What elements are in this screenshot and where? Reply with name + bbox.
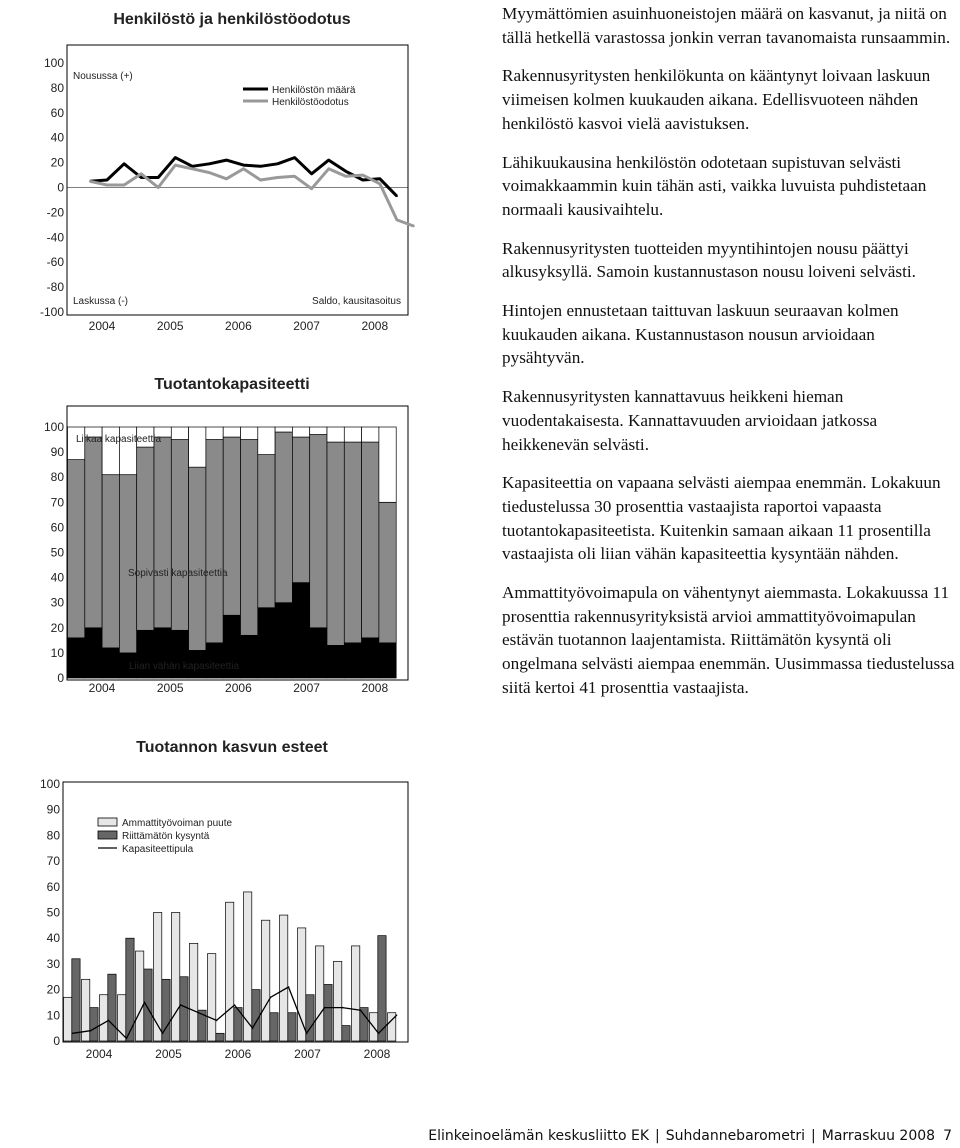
employment-note-up: Nousussa (+)	[73, 71, 133, 82]
obstacles-y-tick-label: 20	[46, 982, 60, 997]
expectation-point	[345, 175, 347, 177]
capacity-bar-too-much	[258, 427, 275, 455]
capacity-bar-too-much	[206, 427, 223, 440]
page-number: 7	[943, 1128, 952, 1144]
employment-point	[191, 165, 193, 167]
obstacle-capacity-point	[360, 1009, 362, 1011]
capacity-bar-too-much	[310, 427, 327, 435]
employment-point	[345, 170, 347, 172]
legend-capacity-label: Kapasiteettipula	[122, 844, 194, 855]
obstacle-bar-demand	[252, 990, 260, 1041]
expectation-point	[277, 177, 279, 179]
capacity-bar-suitable	[171, 440, 188, 631]
capacity-chart-svg	[0, 368, 420, 708]
footer-separator: |	[655, 1128, 660, 1144]
employment-y-tick-label: 20	[50, 155, 64, 170]
obstacles-y-tick-label: 10	[46, 1008, 60, 1023]
employment-point	[260, 165, 262, 167]
obstacle-bar-demand	[306, 995, 314, 1041]
legend-expectation-label: Henkilöstöodotus	[272, 97, 349, 108]
obstacle-bar-demand	[324, 984, 332, 1041]
legend-labour-swatch	[98, 818, 117, 826]
expectation-point	[396, 219, 398, 221]
obstacles-y-tick-label: 100	[39, 777, 60, 791]
employment-y-tick-label: -100	[39, 305, 64, 319]
employment-chart	[0, 0, 420, 345]
capacity-bar-suitable	[206, 440, 223, 643]
capacity-y-tick-label: 30	[50, 595, 64, 610]
capacity-bar-suitable	[258, 455, 275, 608]
obstacle-bar-labour	[208, 954, 216, 1041]
employment-point	[174, 157, 176, 159]
employment-y-tick-label: 40	[50, 130, 64, 145]
capacity-y-tick-label: 80	[50, 470, 64, 485]
employment-point	[226, 159, 228, 161]
expectation-point	[311, 188, 313, 190]
obstacle-bar-labour	[334, 961, 342, 1041]
capacity-chart	[0, 368, 420, 708]
obstacle-capacity-point	[144, 1002, 146, 1004]
capacity-y-tick-label: 20	[50, 620, 64, 635]
capacity-bar-too-little	[362, 638, 379, 678]
obstacle-capacity-point	[396, 1015, 398, 1017]
expectation-point	[191, 168, 193, 170]
capacity-y-tick-label: 10	[50, 645, 64, 660]
employment-point	[157, 177, 159, 179]
obstacle-bar-labour	[190, 943, 198, 1041]
capacity-bar-too-little	[241, 635, 258, 678]
obstacle-bar-labour	[172, 913, 180, 1042]
capacity-y-tick-label: 0	[57, 671, 64, 685]
obstacle-capacity-point	[378, 1032, 380, 1034]
employment-point	[328, 159, 330, 161]
capacity-x-tick-label: 2005	[156, 681, 184, 695]
obstacles-x-tick-label: 2004	[85, 1047, 113, 1061]
paragraph-capacity: Kapasiteettia on vapaana selvästi aiempaa enemmän. Lokakuun tiedustelussa 30 prosenttia vastaajista raportoi vapaasta tuotantokapasiteetista. Kuitenkin samaan aikaan 11 prosentilla vastaajista oli liian vähän kapasiteettia kysyntään nähden.	[502, 473, 941, 564]
employment-x-tick-label: 2006	[225, 319, 252, 333]
obstacle-bar-labour	[316, 946, 324, 1041]
obstacle-bar-demand	[216, 1033, 224, 1041]
obstacle-capacity-point	[252, 1027, 254, 1029]
expectation-point	[328, 168, 330, 170]
obstacle-bar-demand	[378, 936, 386, 1041]
employment-point	[362, 179, 364, 181]
obstacle-capacity-point	[198, 1012, 200, 1014]
obstacle-capacity-point	[108, 1020, 110, 1022]
legend-employment-label: Henkilöstön määrä	[272, 85, 356, 96]
capacity-y-tick-label: 90	[50, 445, 64, 460]
obstacles-chart-title: Tuotannon kasvun esteet	[136, 739, 328, 756]
capacity-bar-too-much	[275, 427, 292, 432]
obstacles-y-tick-label: 30	[46, 956, 60, 971]
capacity-bar-suitable	[379, 502, 396, 643]
capacity-bar-suitable	[327, 442, 344, 645]
paragraph-profitability: Rakennusyritysten kannattavuus heikkeni hieman vuodentakaisesta. Kannattavuuden arvioidaan jatkossa heikkenevän selvästi.	[502, 387, 878, 454]
capacity-bar-too-much	[292, 427, 309, 437]
paragraph-personnel-outlook: Lähikuukausina henkilöstön odotetaan supistuvan selvästi voimakkaammin kuin tähän asti, vaikka luvuista puhdistetaan normaali kausivaihtelu.	[502, 152, 927, 219]
paragraph-personnel: Rakennusyritysten henkilökunta on kääntynyt loivaan laskuun viimeisen kolmen kuukauden aikana. Edellisvuoteen nähden henkilöstö kasvoi vielä aavistuksen.	[502, 66, 931, 133]
capacity-bar-suitable	[310, 435, 327, 628]
expectation-point	[157, 187, 159, 189]
obstacle-capacity-point	[90, 1030, 92, 1032]
capacity-bar-too-much	[362, 427, 379, 442]
expectation-point	[140, 173, 142, 175]
article-text	[502, 2, 958, 715]
capacity-bar-suitable	[362, 442, 379, 638]
obstacles-x-tick-label: 2008	[363, 1047, 391, 1061]
obstacle-bar-labour	[226, 902, 234, 1041]
employment-point	[396, 195, 398, 197]
obstacle-bar-demand	[288, 1013, 296, 1041]
footer-issue: Marraskuu 2008	[821, 1128, 936, 1144]
employment-y-tick-label: -40	[46, 230, 64, 245]
capacity-bar-suitable	[241, 440, 258, 636]
employment-y-tick-label: 80	[50, 80, 64, 95]
capacity-bar-suitable	[275, 432, 292, 603]
expectation-point	[260, 179, 262, 181]
employment-note-down: Laskussa (-)	[73, 296, 129, 307]
capacity-x-tick-label: 2006	[225, 681, 252, 695]
obstacles-x-tick-label: 2007	[294, 1047, 321, 1061]
legend-demand-swatch	[98, 831, 117, 839]
obstacles-y-tick-label: 40	[46, 931, 60, 946]
paragraph-unsold-housing: Myymättömien asuinhuoneistojen määrä on kasvanut, ja niitä on tällä hetkellä varastossa jonkin verran tavanomaista runsaammin.	[502, 4, 951, 47]
obstacle-bar-demand	[270, 1013, 278, 1041]
employment-point	[379, 178, 381, 180]
obstacles-chart	[0, 727, 420, 1067]
employment-plot-frame	[67, 45, 408, 315]
capacity-bar-too-much	[379, 427, 396, 502]
paragraph-labour-shortage: Ammattityövoimapula on vähentynyt aiemmasta. Lokakuussa 11 prosenttia rakennusyrityksistä arvioi ammattityövoimapulan estävän tuotannon laajentamista. Riittämätön kysyntä oli ongelmana selvästi aiempaa enemmän. Uusimmassa tiedustelussa siitä kertoi 41 prosenttia vastaajista.	[502, 583, 955, 697]
employment-point	[106, 179, 108, 181]
employment-x-tick-label: 2007	[293, 319, 320, 333]
capacity-bar-suitable	[223, 437, 240, 615]
employment-y-tick-label: -60	[46, 255, 64, 270]
expectation-point	[362, 174, 364, 176]
capacity-bar-too-little	[85, 628, 102, 678]
expectation-point	[243, 168, 245, 170]
capacity-bar-too-little	[275, 603, 292, 678]
obstacle-bar-demand	[144, 969, 152, 1041]
capacity-bar-suitable	[119, 475, 136, 653]
obstacle-capacity-point	[126, 1038, 128, 1040]
obstacles-x-tick-label: 2005	[155, 1047, 182, 1061]
paragraph-price-outlook: Hintojen ennustetaan taittuvan laskuun seuraavan kolmen kuukauden aikana. Kustannustason nousun arvioidaan pysähtyvän.	[502, 301, 899, 368]
obstacle-bar-demand	[108, 974, 116, 1041]
employment-x-tick-label: 2008	[361, 319, 389, 333]
obstacle-bar-labour	[280, 915, 288, 1041]
capacity-bar-too-much	[223, 427, 240, 437]
employment-x-tick-label: 2004	[88, 319, 116, 333]
obstacle-capacity-point	[216, 1020, 218, 1022]
obstacles-y-tick-label: 60	[46, 879, 60, 894]
employment-chart-title: Henkilöstö ja henkilöstöodotus	[113, 11, 351, 28]
legend-labour-label: Ammattityövoiman puute	[122, 818, 233, 829]
obstacle-capacity-point	[306, 1032, 308, 1034]
obstacle-capacity-point	[72, 1032, 74, 1034]
obstacle-bar-demand	[90, 1008, 98, 1041]
capacity-bar-too-little	[258, 608, 275, 678]
obstacle-bar-labour	[352, 946, 360, 1041]
expectation-point	[208, 172, 210, 174]
capacity-bar-suitable	[344, 442, 361, 643]
employment-point	[294, 157, 296, 159]
obstacles-y-tick-label: 70	[46, 854, 60, 869]
expectation-point	[123, 184, 125, 186]
obstacle-bar-labour	[136, 951, 144, 1041]
capacity-bar-suitable	[137, 447, 154, 630]
capacity-y-tick-label: 70	[50, 495, 64, 510]
employment-point	[243, 164, 245, 166]
employment-y-tick-label: 100	[43, 56, 64, 70]
capacity-bar-too-much	[189, 427, 206, 467]
capacity-y-tick-label: 60	[50, 520, 64, 535]
employment-point	[123, 163, 125, 165]
obstacle-bar-labour	[262, 920, 270, 1041]
expectation-point	[379, 183, 381, 185]
capacity-bar-too-little	[292, 583, 309, 678]
capacity-bar-too-little	[327, 645, 344, 678]
capacity-label-too-little: Liian vähän kapasiteettia	[129, 661, 240, 672]
capacity-label-too-much: Liikaa kapasiteettia	[76, 434, 162, 445]
employment-y-tick-label: -20	[46, 205, 64, 220]
obstacle-capacity-point	[270, 997, 272, 999]
footer-separator: |	[811, 1128, 816, 1144]
obstacle-capacity-point	[288, 986, 290, 988]
capacity-bar-suitable	[189, 467, 206, 650]
footer-org: Elinkeinoelämän keskusliitto EK	[428, 1128, 649, 1144]
employment-y-tick-label: 0	[57, 180, 64, 195]
employment-point	[311, 173, 313, 175]
capacity-y-tick-label: 100	[43, 420, 64, 434]
employment-point	[140, 177, 142, 179]
employment-note-unit: Saldo, kausitasoitus	[312, 296, 401, 307]
capacity-bar-too-much	[327, 427, 344, 442]
obstacle-bar-demand	[180, 977, 188, 1041]
obstacle-capacity-point	[324, 1007, 326, 1009]
capacity-x-tick-label: 2007	[293, 681, 320, 695]
obstacle-bar-labour	[154, 913, 162, 1042]
legend-demand-label: Riittämätön kysyntä	[122, 831, 210, 842]
obstacle-bar-labour	[64, 997, 72, 1041]
obstacles-x-tick-label: 2006	[224, 1047, 252, 1061]
capacity-x-tick-label: 2008	[361, 681, 389, 695]
capacity-y-tick-label: 50	[50, 545, 64, 560]
capacity-bar-suitable	[292, 437, 309, 583]
expectation-point	[294, 175, 296, 177]
capacity-bar-too-little	[68, 638, 85, 678]
obstacles-chart-svg	[0, 727, 420, 1067]
capacity-bar-too-much	[171, 427, 188, 440]
capacity-chart-title: Tuotantokapasiteetti	[154, 376, 310, 393]
obstacle-bar-demand	[72, 959, 80, 1041]
capacity-bar-too-little	[310, 628, 327, 678]
obstacle-capacity-point	[342, 1007, 344, 1009]
obstacle-capacity-point	[180, 1004, 182, 1006]
capacity-bar-suitable	[102, 475, 119, 648]
capacity-bar-too-much	[344, 427, 361, 442]
employment-point	[208, 163, 210, 165]
footer-publication: Suhdannebarometri	[665, 1128, 806, 1144]
employment-x-tick-label: 2005	[156, 319, 184, 333]
obstacles-y-tick-label: 50	[46, 905, 60, 920]
capacity-bar-suitable	[154, 437, 171, 628]
employment-point	[277, 163, 279, 165]
obstacles-y-tick-label: 0	[53, 1034, 60, 1048]
capacity-x-tick-label: 2004	[88, 681, 116, 695]
page-footer	[428, 1128, 952, 1144]
capacity-bar-too-much	[241, 427, 258, 440]
expectation-point	[106, 184, 108, 186]
employment-chart-svg	[0, 0, 420, 345]
obstacles-y-tick-label: 90	[46, 802, 60, 817]
employment-y-tick-label: 60	[50, 105, 64, 120]
obstacle-bar-labour	[298, 928, 306, 1041]
obstacles-y-tick-label: 80	[46, 828, 60, 843]
obstacle-bar-demand	[342, 1026, 350, 1041]
obstacle-bar-demand	[360, 1008, 368, 1041]
capacity-y-tick-label: 40	[50, 570, 64, 585]
expectation-point	[174, 164, 176, 166]
expectation-point	[89, 180, 91, 182]
obstacle-bar-labour	[100, 995, 108, 1041]
capacity-bar-suitable	[85, 437, 102, 628]
obstacle-capacity-point	[162, 1032, 164, 1034]
expectation-point	[413, 225, 415, 227]
obstacle-capacity-point	[234, 1004, 236, 1006]
expectation-point	[226, 178, 228, 180]
capacity-bar-too-little	[344, 643, 361, 678]
capacity-bar-too-little	[102, 648, 119, 678]
employment-y-tick-label: -80	[46, 280, 64, 295]
capacity-bar-suitable	[68, 460, 85, 638]
capacity-bar-too-little	[379, 643, 396, 678]
capacity-label-suitable: Sopivasti kapasiteettia	[128, 568, 228, 579]
paragraph-prices: Rakennusyritysten tuotteiden myyntihintojen nousu päättyi alkusyksyllä. Samoin kustannustason nousu loiveni selvästi.	[502, 238, 916, 282]
